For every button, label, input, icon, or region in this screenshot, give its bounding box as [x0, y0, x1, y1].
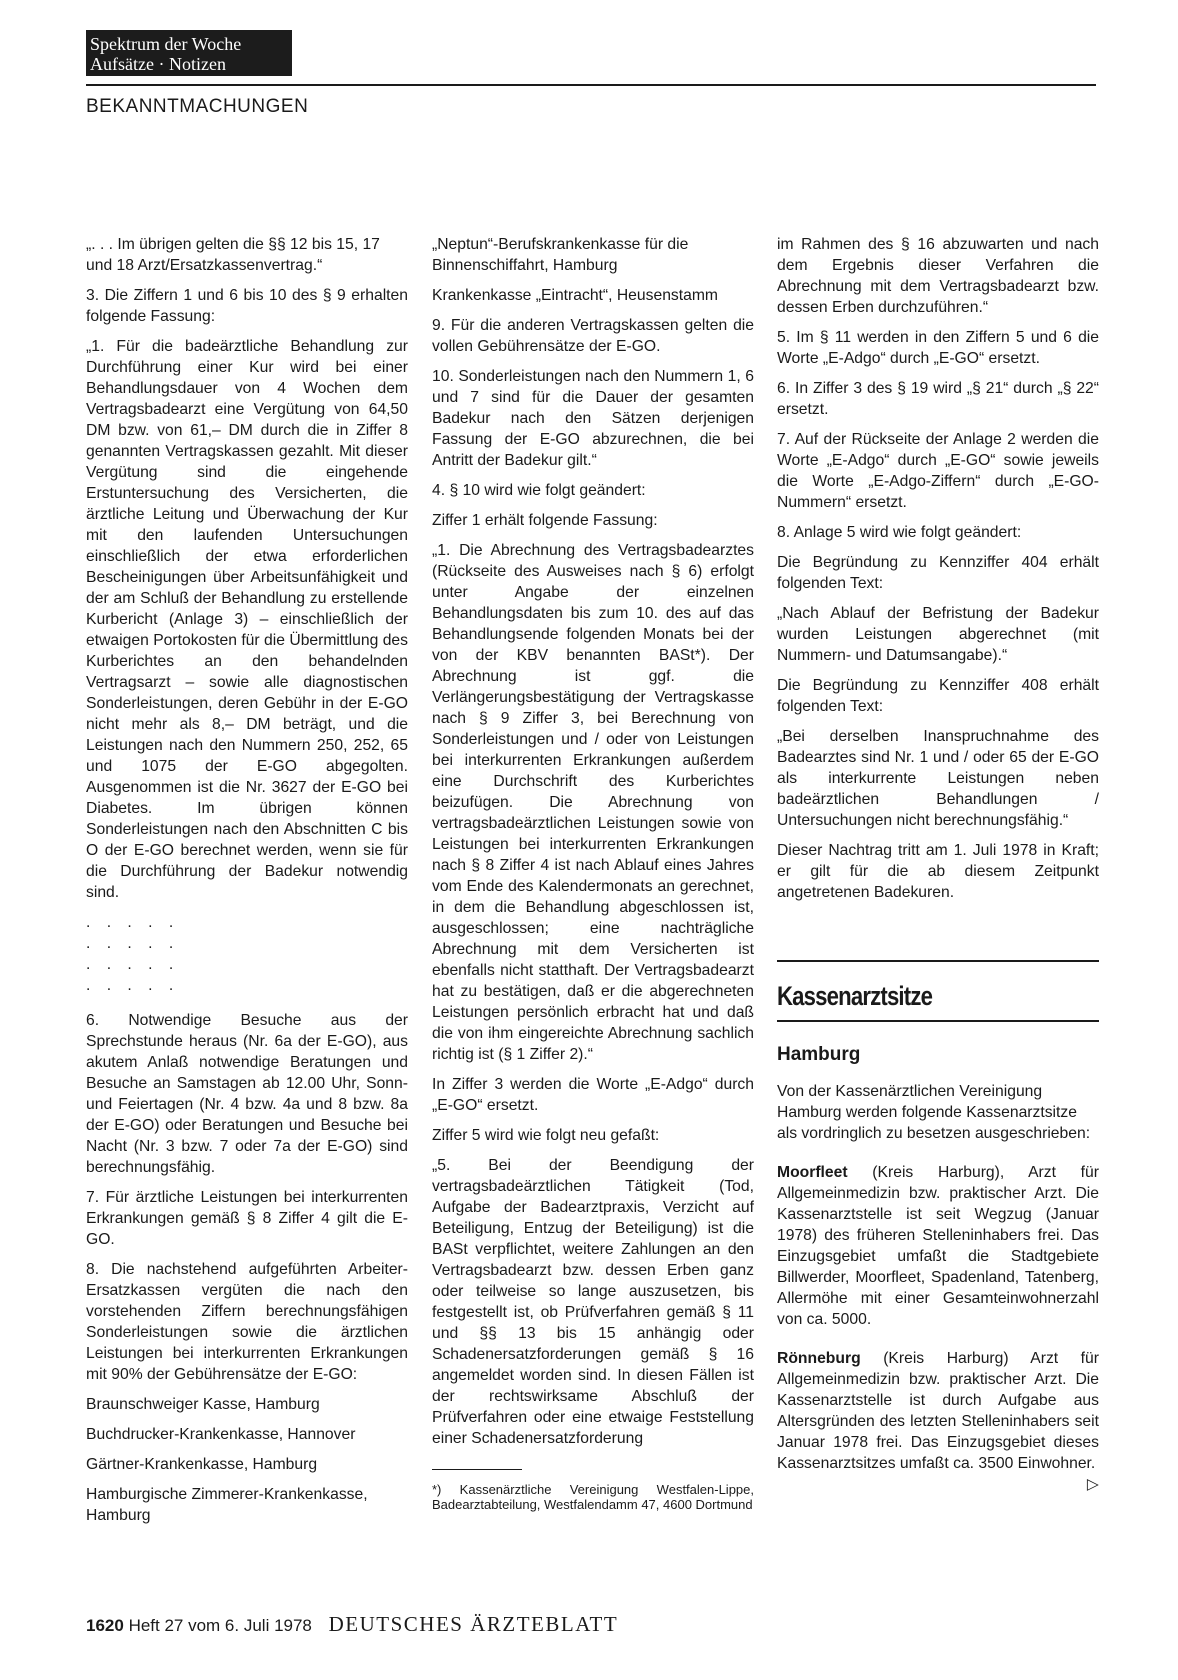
- paragraph: 7. Für ärztliche Leistungen bei interkurrenten Erkrankungen gemäß § 8 Ziffer 4 gilt die E-GO.: [86, 1189, 408, 1248]
- paragraph: 6. In Ziffer 3 des § 19 wird „§ 21“ durch „§ 22“ ersetzt.: [777, 380, 1099, 418]
- paragraph: Die Begründung zu Kennziffer 408 erhält folgenden Text:: [777, 677, 1099, 715]
- paragraph: 4. § 10 wird wie folgt geändert:: [432, 482, 646, 499]
- paragraph: „Neptun“-Berufskrankenkasse für die Binnenschiffahrt, Hamburg: [432, 236, 689, 274]
- kassenarztsitze-top-rule: [777, 960, 1099, 962]
- header-line-2: Aufsätze · Notizen: [90, 54, 226, 74]
- paragraph: 3. Die Ziffern 1 und 6 bis 10 des § 9 erhalten folgende Fassung:: [86, 287, 408, 325]
- ellipsis-block: [86, 912, 408, 996]
- paragraph: Dieser Nachtrag tritt am 1. Juli 1978 in Kraft; er gilt für die ab diesem Zeitpunkt angetretenen Badekuren.: [777, 842, 1099, 901]
- kassenarztsitze-intro: Von der Kassenärztlichen Vereinigung Hamburg werden folgende Kassenarztsitze als vordringlich zu besetzen ausgeschrieben:: [777, 1083, 1091, 1142]
- paragraph: Ziffer 1 erhält folgende Fassung:: [432, 512, 658, 529]
- dots-line: . . . . .: [86, 956, 180, 973]
- entry-text: (Kreis Harburg), Arzt für Allgemeinmedizin bzw. praktischer Arzt. Die Kassenarztstelle ist seit Wegzug (Januar 1978) des früheren Stelleninhabers frei. Das Einzugsgebiet umfaßt die Stadtgebiete Billwerder, Moorfleet, Spadenland, Tatenberg, Allermöhe mit einer Gesamteinwohnerzahl von ca. 5000.: [777, 1164, 1099, 1328]
- kasse-item: Hamburgische Zimmerer-Krankenkasse, Hamburg: [86, 1486, 368, 1524]
- page-number: 1620: [86, 1616, 124, 1635]
- paragraph: „. . . Im übrigen gelten die §§ 12 bis 15, 17 und 18 Arzt/Ersatzkassenvertrag.“: [86, 236, 380, 274]
- paragraph: „1. Die Abrechnung des Vertragsbadearztes (Rückseite des Ausweises nach § 6) erfolgt unter Angabe der einzelnen Behandlungsdaten bis zum 10. des auf das Behandlungsende folgenden Monats bei der von der KBV benannten BASt*). Der Abrechnung ist ggf. die Verlängerungsbestätigung der Vertragskasse nach § 9 Ziffer 3, bei Berechnung von Sonderleistungen und / oder von Leistungen bei interkurrenten Erkrankungen außerdem eine Durchschrift des Kurberichtes beizufügen. Die Abrechnung von vertragsbadeärztlichen Leistungen sowie von Leistungen bei interkurrenten Erkrankungen nach § 8 Ziffer 4 ist nach Ablauf eines Jahres vom Ende des Kalendermonats an gerechnet, in dem die Behandlung abgeschlossen ist, ausgeschlossen; eine nachträgliche Abrechnung mit dem Versicherten ist ebenfalls nicht statthaft. Der Vertragsbadearzt hat zu bestätigen, daß er die abgerechneten Leistungen persönlich erbracht hat und daß die von ihm eingereichte Abrechnung sachlich richtig ist (§ 1 Ziffer 2).“: [432, 542, 754, 1063]
- paragraph: 10. Sonderleistungen nach den Nummern 1, 6 und 7 sind für die Dauer der gesamten Badekur nach den Sätzen derjenigen Fassung der E-GO abzurechnen, die bei Antritt der Badekur gilt.“: [432, 368, 754, 469]
- kasse-item: Buchdrucker-Krankenkasse, Hannover: [86, 1426, 356, 1443]
- paragraph: Die Begründung zu Kennziffer 404 erhält folgenden Text:: [777, 554, 1099, 592]
- column-2: [432, 234, 754, 1521]
- kassenarztsitze-title: Kassenarztsitze: [777, 981, 933, 1011]
- section-title: BEKANNTMACHUNGEN: [86, 96, 309, 117]
- header-line-1: Spektrum der Woche: [90, 34, 242, 54]
- magazine-title: DEUTSCHES ÄRZTEBLATT: [328, 1612, 619, 1636]
- continue-arrow-icon: ▷: [1086, 1476, 1099, 1493]
- dots-line: . . . . .: [86, 914, 180, 931]
- kasse-item: Braunschweiger Kasse, Hamburg: [86, 1396, 320, 1413]
- entry-place: Rönneburg: [777, 1350, 861, 1367]
- kassenarztsitz-entry: [777, 1162, 1099, 1330]
- paragraph: 7. Auf der Rückseite der Anlage 2 werden die Worte „E-Adgo“ durch „E-GO“ sowie jeweils die Worte „E-Adgo-Ziffern“ durch „E-GO-Nummern“ ersetzt.: [777, 431, 1099, 511]
- paragraph: 8. Anlage 5 wird wie folgt geändert:: [777, 524, 1022, 541]
- paragraph: 9. Für die anderen Vertragskassen gelten die vollen Gebührensätze der E-GO.: [432, 317, 754, 355]
- kassenarztsitze-subtitle: Hamburg: [777, 1044, 861, 1065]
- dots-line: . . . . .: [86, 935, 180, 952]
- paragraph: im Rahmen des § 16 abzuwarten und nach dem Ergebnis dieser Verfahren die Abrechnung mit dem Vertragsbadearzt bzw. dessen Erben durchzuführen.“: [777, 236, 1099, 316]
- footnote-rule: [432, 1469, 522, 1470]
- dots-line: . . . . .: [86, 977, 180, 994]
- paragraph: „Bei derselben Inanspruchnahme des Badearztes sind Nr. 1 und / oder 65 der E-GO als interkurrente Leistungen neben badeärztlichen Behandlungen / Untersuchungen nicht berechnungsfähig.“: [777, 728, 1099, 829]
- column-3: [777, 234, 1099, 1495]
- header-box: [86, 30, 292, 76]
- kassenarztsitz-entry: [777, 1348, 1099, 1493]
- footnote: *) Kassenärztliche Vereinigung Westfalen-Lippe, Badearztabteilung, Westfalendamm 47, 4600 Dortmund: [432, 1482, 754, 1512]
- paragraph: In Ziffer 3 werden die Worte „E-Adgo“ durch „E-GO“ ersetzt.: [432, 1076, 754, 1114]
- page-footer: [86, 1612, 618, 1637]
- paragraph: „5. Bei der Beendigung der vertragsbadeärztlichen Tätigkeit (Tod, Aufgabe der Badearztpraxis, Verzicht auf Beteiligung, Entzug der Beteiligung) ist die BASt verpflichtet, weitere Zahlungen an den Vertragsbadearzt bzw. dessen Erben ganz oder teilweise so lange auszusetzen, bis festgestellt ist, ob Prüfverfahren gemäß § 11 und §§ 13 bis 15 anhängig oder Schadenersatzforderungen gemäß § 16 angemeldet worden sind. In diesen Fällen ist der rechtswirksame Abschluß der Prüfverfahren oder eine etwaige Feststellung einer Schadenersatzforderung: [432, 1157, 754, 1447]
- column-1: [86, 234, 408, 1535]
- kassenarztsitze-bottom-rule: [777, 1020, 1099, 1022]
- entry-text: (Kreis Harburg) Arzt für Allgemeinmedizin bzw. praktischer Arzt. Die Kassenarztstelle ist durch Aufgabe aus Altersgründen des letzten Stelleninhabers seit Januar 1978 frei. Das Einzugsgebiet dieses Kassenarztsitzes umfaßt ca. 3500 Einwohner.: [777, 1350, 1099, 1472]
- paragraph: 8. Die nachstehend aufgeführten Arbeiter-Ersatzkassen vergüten die nach den vorstehenden Ziffern berechnungsfähigen Sonderleistungen sowie die ärztlichen Leistungen bei interkurrenten Erkrankungen mit 90% der Gebührensätze der E-GO:: [86, 1261, 408, 1383]
- kasse-item: Gärtner-Krankenkasse, Hamburg: [86, 1456, 318, 1473]
- paragraph: Krankenkasse „Eintracht“, Heusenstamm: [432, 287, 718, 304]
- paragraph: 6. Notwendige Besuche aus der Sprechstunde heraus (Nr. 6a der E-GO), aus akutem Anlaß notwendige Beratungen und Besuche an Samstagen ab 12.00 Uhr, Sonn- und Feiertagen (Nr. 4 bzw. 4a und 8 bzw. 8a der E-GO) oder Beratungen und Besuche bei Nacht (Nr. 3 bzw. 7 oder 7a der E-GO) sind berechnungsfähig.: [86, 1012, 408, 1176]
- header-rule: [86, 84, 1096, 86]
- paragraph: 5. Im § 11 werden in den Ziffern 5 und 6 die Worte „E-Adgo“ durch „E-GO“ ersetzt.: [777, 329, 1099, 367]
- paragraph: „1. Für die badeärztliche Behandlung zur Durchführung einer Kur wird bei einer Behandlungsdauer von 4 Wochen dem Vertragsbadearzt eine Vergütung von 64,50 DM bzw. von 61,– DM durch die in Ziffer 8 genannten Vertragskassen gezahlt. Mit dieser Vergütung sind die eingehende Erstuntersuchung des Versicherten, die ärztliche Leitung und Überwachung der Kur mit den laufenden Untersuchungen einschließlich der etwa erforderlichen Bescheinigungen über Arbeitsunfähigkeit und der am Schluß der Behandlung zu erstellende Kurbericht (Anlage 3) – einschließlich der etwaigen Portokosten für die Übermittlung des Kurberichtes an den behandelnden Vertragsarzt – sowie alle diagnostischen Sonderleistungen, deren Gebühr in der E-GO nicht mehr als 8,– DM beträgt, und die Leistungen nach den Nummern 250, 252, 65 und 1075 der E-GO abgegolten. Ausgenommen ist die Nr. 3627 der E-GO bei Diabetes. Im übrigen können Sonderleistungen nach den Abschnitten C bis O der E-GO berechnet werden, wenn sie für die Durchführung der Badekur notwendig sind.: [86, 338, 408, 901]
- paragraph: „Nach Ablauf der Befristung der Badekur wurden Leistungen abgerechnet (mit Nummern- und Datumsangabe).“: [777, 605, 1099, 664]
- paragraph: Ziffer 5 wird wie folgt neu gefaßt:: [432, 1127, 660, 1144]
- entry-place: Moorfleet: [777, 1164, 848, 1181]
- issue-info: Heft 27 vom 6. Juli 1978: [128, 1616, 312, 1635]
